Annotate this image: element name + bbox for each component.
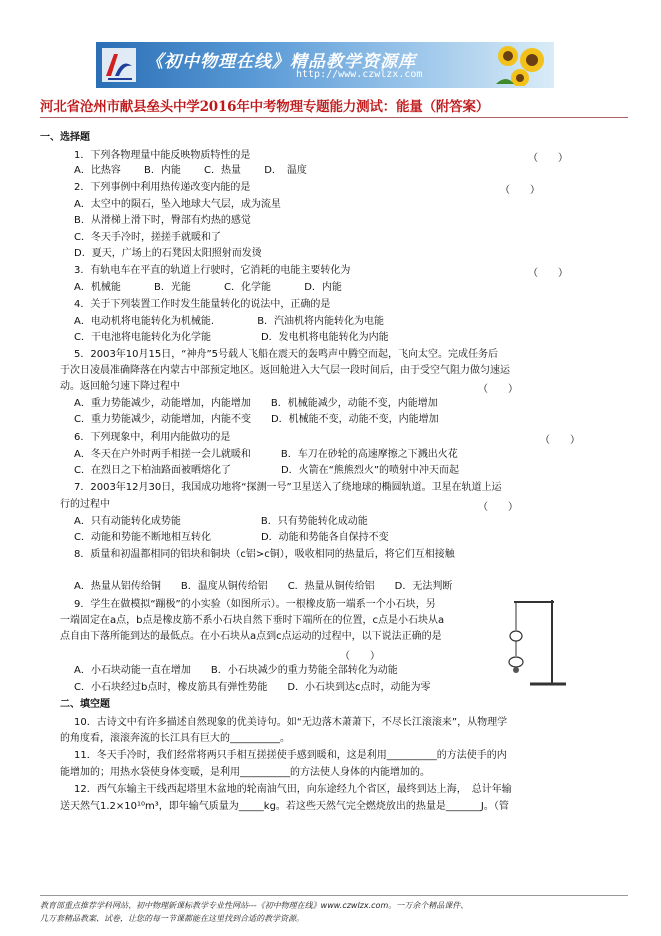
question-text-line: C．干电池将电能转化为化学能 D．发电机将电能转化为内能 <box>74 332 389 343</box>
answer-blank: （ ） <box>478 502 518 513</box>
question-text-line: 11．冬天手冷时，我们经常将两只手相互搓搓使手感到暖和，这是利用__________的方法使手的内 <box>74 750 507 761</box>
answer-blank: （ ） <box>528 268 568 279</box>
question-text-line: A．电动机将电能转化为机械能. B．汽油机将内能转化为电能 <box>74 316 385 327</box>
banner-url[interactable]: http://www.czwlzx.com <box>296 69 423 80</box>
answer-blank: （ ） <box>540 435 580 446</box>
answer-blank: （ ） <box>500 185 540 196</box>
question-text-line: A．只有动能转化成势能 B．只有势能转化成动能 <box>74 516 368 527</box>
banner-title: 《初中物理在线》精品教学资源库 <box>146 52 416 72</box>
question-text-line: A．小石块动能一直在增加 B．小石块减少的重力势能全部转化为动能 <box>74 665 398 676</box>
question-text-line: 5．2003年10月15日，“神舟”5号载人飞船在震天的轰鸣声中腾空而起，飞向太空。完成任务后 <box>74 349 498 360</box>
question-text-line: C．动能和势能不断地相互转化 D．动能和势能各自保持不变 <box>74 532 389 543</box>
footer-line-1: 教育部重点推荐学科网站、初中物理新课标教学专业性网站---《初中物理在线》www.czwlzx.com。一万余个精品课件、 <box>40 901 469 910</box>
answer-blank: （ ） <box>478 384 518 395</box>
question-text-line: 3．有轨电车在平直的轨道上行驶时，它消耗的电能主要转化为 <box>74 265 351 276</box>
question-text-line: 12．西气东输主干线西起塔里木盆地的轮南油气田，向东途经九个省区，最终到达上海， 总计年输 <box>74 784 512 795</box>
question-text-line: D．夏天，广场上的石凳因太阳照射而发烫 <box>74 248 262 259</box>
question-text-line: 行的过程中 <box>60 499 110 510</box>
footer-divider <box>40 895 628 896</box>
question-text-line: C．小石块经过b点时，橡皮筋具有弹性势能 D．小石块到达c点时，动能为零 <box>74 682 431 693</box>
site-banner <box>96 42 554 88</box>
question-text-line: A．太空中的陨石，坠入地球大气层，成为流星 <box>74 199 281 210</box>
question-text-line: C．在烈日之下柏油路面被晒熔化了 D．火箭在“熊熊烈火”的喷射中冲天而起 <box>74 465 460 476</box>
question-text-line: 能增加的；用热水袋使身体变暖，是利用__________的方法使人身体的内能增加的。 <box>60 767 430 778</box>
bungee-apparatus-figure <box>500 596 570 690</box>
sunflower-icon <box>494 44 548 86</box>
document-title: 河北省沧州市献县垒头中学2016年中考物理专题能力测试：能量（附答案） <box>40 99 490 115</box>
answer-blank: （ ） <box>340 651 380 662</box>
question-text-line: 7．2003年12月30日，我国成功地将“探测一号”卫星送入了绕地球的椭圆轨道。卫星在轨道上运 <box>74 482 502 493</box>
question-text-line: 4．关于下列装置工作时发生能量转化的说法中，正确的是 <box>74 299 331 310</box>
question-text-line: 1．下列各物理量中能反映物质特性的是 <box>74 150 251 161</box>
section-heading: 二、填空题 <box>60 699 110 710</box>
question-text-line: B．从滑梯上滑下时，臀部有灼热的感觉 <box>74 215 251 226</box>
question-text-line: A．热量从铝传给铜 B．温度从铜传给铝 C．热量从铜传给铝 D．无法判断 <box>74 581 453 592</box>
question-text-line: 送天然气1.2×10¹⁰m³，即年输气质量为_____kg。若这些天然气完全燃烧放出的热量是_______J。（管 <box>60 801 509 812</box>
question-text-line: C．冬天手冷时，搓搓手就暖和了 <box>74 232 221 243</box>
question-text-line: 6．下列现象中，利用内能做功的是 <box>74 432 231 443</box>
question-text-line: A．比热容 B．内能 C．热量 D． 温度 <box>74 165 307 176</box>
answer-blank: （ ） <box>528 153 568 164</box>
footer-line-2: 几万套精品教案、试卷，让您的每一节课都能在这里找到合适的教学资源。 <box>40 914 304 923</box>
question-text-line: 点自由下落所能到达的最低点。在小石块从a点到c点运动的过程中，以下说法正确的是 <box>60 631 442 642</box>
question-text-line: 于次日凌晨准确降落在内蒙古中部预定地区。返回舱进入大气层一段时间后，由于受空气阻力做匀速运 <box>60 365 510 376</box>
question-text-line: 的角度看，滚滚奔流的长江具有巨大的__________。 <box>60 733 290 744</box>
question-text-line: 10．古诗文中有许多描述自然现象的优美诗句。如“无边落木萧萧下，不尽长江滚滚来”，从物理学 <box>74 717 508 728</box>
question-text-line: 动。返回舱匀速下降过程中 <box>60 381 180 392</box>
question-text-line: 8．质量和初温都相同的铝块和铜块（c铝>c铜），吸收相同的热量后，将它们互相接触 <box>74 549 455 560</box>
question-text-line: C．重力势能减少，动能增加，内能不变 D．机械能不变，动能不变，内能增加 <box>74 414 439 425</box>
title-divider <box>40 117 628 118</box>
question-text-line: 一端固定在a点，b点是橡皮筋不系小石块自然下垂时下端所在的位置，c点是小石块从a <box>60 615 445 626</box>
section-heading: 一、选择题 <box>40 132 90 143</box>
question-text-line: 9．学生在做模拟“蹦极”的小实验（如图所示）。一根橡皮筋一端系一个小石块，另 <box>74 599 436 610</box>
question-text-line: A．机械能 B．光能 C．化学能 D．内能 <box>74 282 342 293</box>
site-logo-icon <box>102 48 136 82</box>
question-text-line: 2．下列事例中利用热传递改变内能的是 <box>74 182 251 193</box>
question-text-line: A．冬天在户外时两手相搓一会儿就暖和 B．车刀在砂轮的高速摩擦之下溅出火花 <box>74 449 458 460</box>
question-text-line: A．重力势能减少，动能增加，内能增加 B．机械能减少，动能不变，内能增加 <box>74 398 438 409</box>
